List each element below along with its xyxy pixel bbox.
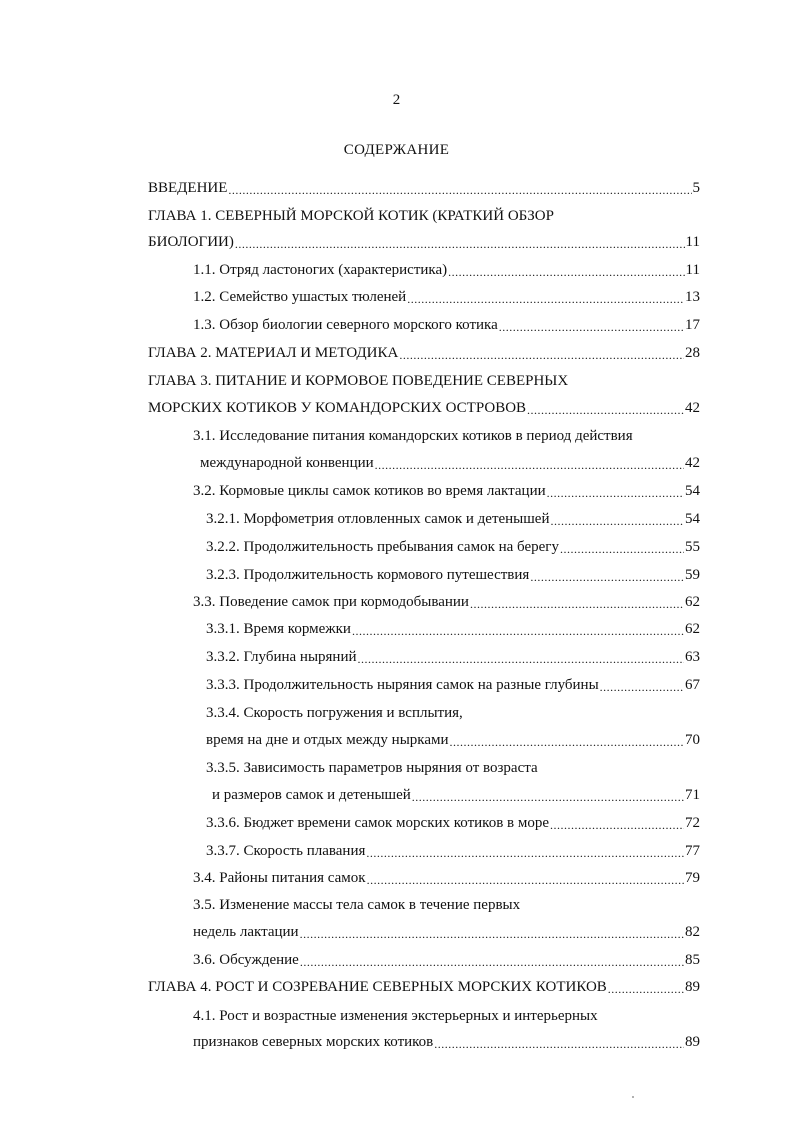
toc-entry: признаков северных морских котиков ..... 89 (193, 1032, 700, 1052)
toc-entry: 3.5. Изменение массы тела самок в течение первых (193, 897, 521, 913)
toc-entry: 3.3.1. Время кормежки ..... 62 (206, 619, 700, 639)
toc-entry: 1.3. Обзор биологии северного морского котика ..... 17 (193, 315, 700, 335)
toc-entry: МОРСКИХ КОТИКОВ У КОМАНДОРСКИХ ОСТРОВОВ ..... 42 (148, 398, 700, 418)
toc-entry: ГЛАВА 1. СЕВЕРНЫЙ МОРСКОЙ КОТИК (КРАТКИЙ ОБЗОР (148, 208, 554, 224)
toc-entry: ГЛАВА 3. ПИТАНИЕ И КОРМОВОЕ ПОВЕДЕНИЕ СЕВЕРНЫХ (148, 373, 569, 389)
toc-entry: 4.1. Рост и возрастные изменения экстерьерных и интерьерных (193, 1008, 598, 1024)
toc-entry: 3.3.3. Продолжительность ныряния самок на разные глубины ..... 67 (206, 675, 700, 695)
toc-entry: 3.3.4. Скорость погружения и всплытия, (206, 705, 463, 721)
toc-entry: 3.2. Кормовые циклы самок котиков во время лактации ..... 54 (193, 481, 700, 501)
toc-entry: 3.3.2. Глубина ныряний ..... 63 (206, 647, 700, 667)
toc-entry: ГЛАВА 4. РОСТ И СОЗРЕВАНИЕ СЕВЕРНЫХ МОРСКИХ КОТИКОВ ..... 89 (148, 977, 700, 997)
toc-entry: 3.1. Исследование питания командорских котиков в период действия (193, 428, 633, 444)
toc-entry: время на дне и отдых между нырками ..... 70 (206, 730, 700, 750)
toc-entry: 3.6. Обсуждение ..... 85 (193, 950, 700, 970)
toc-entry: 3.2.3. Продолжительность кормового путешествия ..... 59 (206, 565, 700, 585)
toc-entry: 3.3.5. Зависимость параметров ныряния от возраста (206, 760, 538, 776)
toc-entry: и размеров самок и детенышей ..... 71 (212, 785, 700, 805)
toc-entry: 3.3. Поведение самок при кормодобывании ..... 62 (193, 592, 700, 612)
toc-entry: 3.3.7. Скорость плавания ..... 77 (206, 841, 700, 861)
toc-entry: международной конвенции ..... 42 (200, 453, 700, 473)
toc-entry: недель лактации ..... 82 (193, 922, 700, 942)
toc-entry: ГЛАВА 2. МАТЕРИАЛ И МЕТОДИКА ..... 28 (148, 343, 700, 363)
page-number: 2 (392, 92, 401, 108)
toc-title: СОДЕРЖАНИЕ (343, 142, 450, 158)
toc-entry: ВВЕДЕНИЕ ..... 5 (148, 178, 700, 198)
toc-entry: 3.2.1. Морфометрия отловленных самок и детенышей ..... 54 (206, 509, 700, 529)
toc-entry: 3.4. Районы питания самок ..... 79 (193, 868, 700, 888)
toc-entry: 1.2. Семейство ушастых тюленей ..... 13 (193, 287, 700, 307)
toc-entry: БИОЛОГИИ) ..... 11 (148, 232, 700, 252)
toc-entry: 1.1. Отряд ластоногих (характеристика) ..... 11 (193, 260, 700, 280)
toc-entry: 3.2.2. Продолжительность пребывания самок на берегу ..... 55 (206, 537, 700, 557)
toc-entry: 3.3.6. Бюджет времени самок морских котиков в море ..... 72 (206, 813, 700, 833)
scan-speck (632, 1096, 634, 1098)
